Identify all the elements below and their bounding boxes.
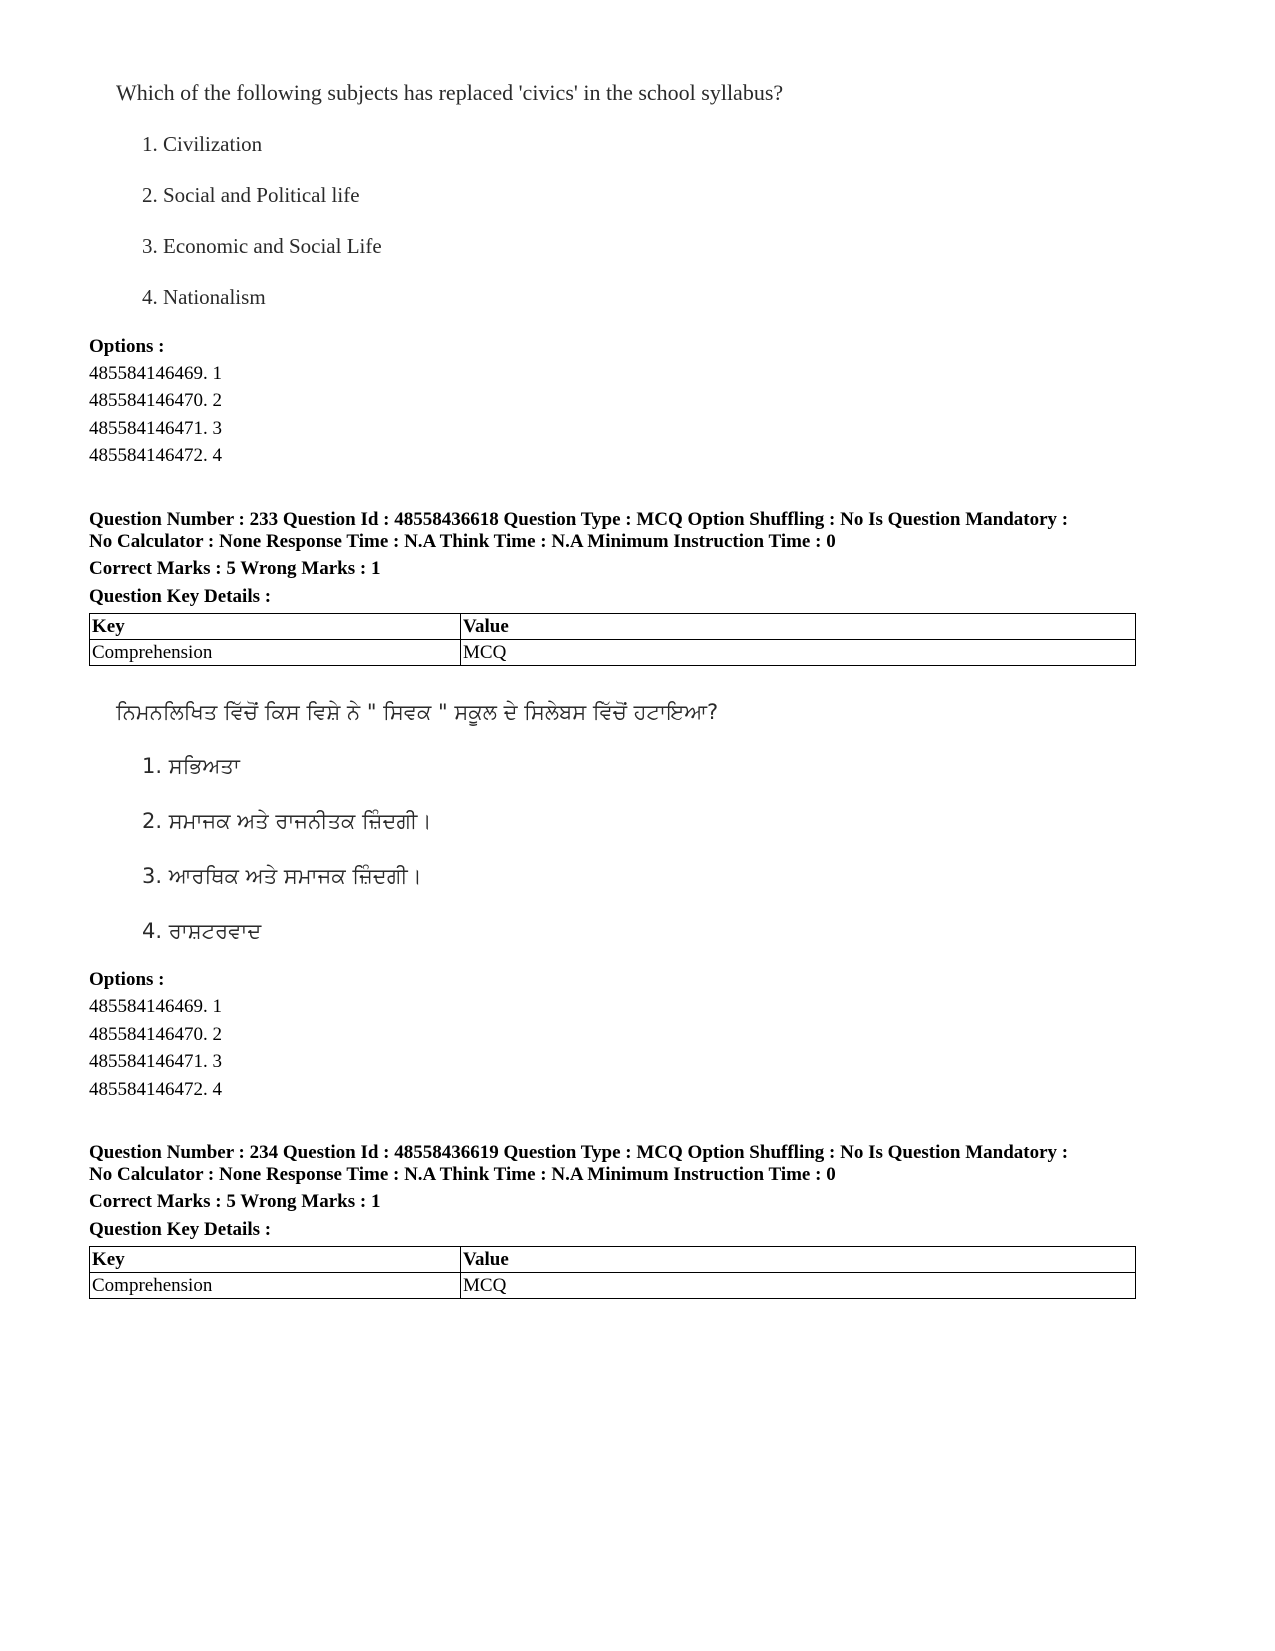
marks-line: Correct Marks : 5 Wrong Marks : 1: [89, 558, 381, 579]
marks-line: Correct Marks : 5 Wrong Marks : 1: [89, 1191, 381, 1212]
options-label: Options :: [89, 969, 165, 990]
option-id-4: 485584146472. 4: [89, 445, 222, 466]
image-option-1: 1. Civilization: [142, 132, 263, 156]
table-cell-key: Comprehension: [90, 1273, 461, 1299]
table-header-row: [90, 614, 1136, 640]
question-meta-line-2: No Calculator : None Response Time : N.A Think Time : N.A Minimum Instruction Time : 0: [89, 1164, 836, 1185]
table-header-row: [90, 1247, 1136, 1273]
question-meta-line-1: Question Number : 233 Question Id : 48558436618 Question Type : MCQ Option Shuffling : No Is Question Mandatory :: [89, 509, 1069, 530]
table-cell-value: MCQ: [461, 640, 1136, 666]
question-text: ਨਿਮਨਲਿਖਿਤ ਵਿੱਚੋਂ ਕਿਸ ਵਿਸ਼ੇ ਨੇ " ਸਿਵਕ " ਸਕੂਲ ਦੇ ਸਿਲੇਬਸ ਵਿੱਚੋਂ ਹਟਾਇਆ?: [116, 700, 719, 724]
image-option-2: 2. Social and Political life: [142, 183, 360, 207]
image-option-3: 3. ਆਰਥਿਕ ਅਤੇ ਸਮਾਜਕ ਜ਼ਿੰਦਗੀ।: [142, 864, 422, 888]
question-meta-line-1: Question Number : 234 Question Id : 48558436619 Question Type : MCQ Option Shuffling : No Is Question Mandatory :: [89, 1142, 1069, 1163]
option-id-2: 485584146470. 2: [89, 1024, 222, 1045]
image-option-4: 4. Nationalism: [142, 285, 266, 309]
table-cell-value: MCQ: [461, 1273, 1136, 1299]
table-row: [90, 640, 1136, 666]
option-id-4: 485584146472. 4: [89, 1079, 222, 1100]
table-cell-key: Comprehension: [90, 640, 461, 666]
image-option-4: 4. ਰਾਸ਼ਟਰਵਾਦ: [142, 919, 262, 943]
option-id-1: 485584146469. 1: [89, 996, 222, 1017]
option-id-2: 485584146470. 2: [89, 390, 222, 411]
table-header-value: Value: [461, 1247, 1136, 1273]
option-id-3: 485584146471. 3: [89, 418, 222, 439]
table-header-key: Key: [90, 1247, 461, 1273]
table-header-value: Value: [461, 614, 1136, 640]
key-details-label: Question Key Details :: [89, 1219, 272, 1240]
key-details-label: Question Key Details :: [89, 586, 272, 607]
option-id-1: 485584146469. 1: [89, 363, 222, 384]
options-label: Options :: [89, 336, 165, 357]
image-option-1: 1. ਸਭਿਅਤਾ: [142, 754, 240, 778]
image-option-2: 2. ਸਮਾਜਕ ਅਤੇ ਰਾਜਨੀਤਕ ਜ਼ਿੰਦਗੀ।: [142, 809, 432, 833]
question-meta-line-2: No Calculator : None Response Time : N.A Think Time : N.A Minimum Instruction Time : 0: [89, 531, 836, 552]
table-row: [90, 1273, 1136, 1299]
key-details-table: [89, 1246, 1136, 1299]
table-header-key: Key: [90, 614, 461, 640]
option-id-3: 485584146471. 3: [89, 1051, 222, 1072]
question-text: Which of the following subjects has replaced 'civics' in the school syllabus?: [116, 80, 784, 105]
key-details-table: [89, 613, 1136, 666]
image-option-3: 3. Economic and Social Life: [142, 234, 382, 258]
